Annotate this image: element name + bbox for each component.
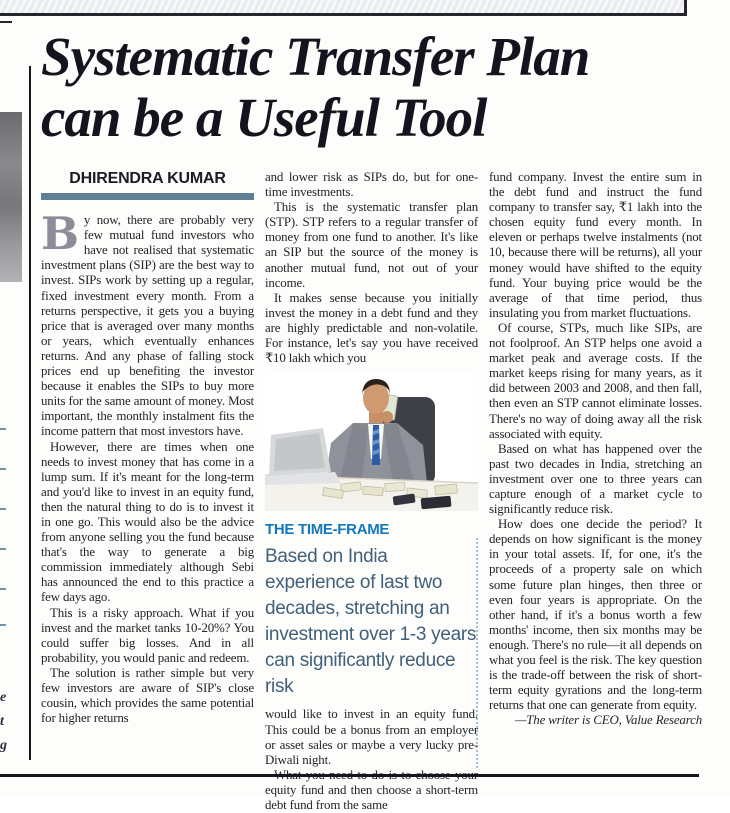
body-paragraph: would like to invest in an equity fund. This could be a bonus from an employer or asset sales or maybe a very lucky pre-Diwali night. <box>265 707 478 767</box>
businessman-photo-illustration <box>265 371 478 511</box>
kicker-time-frame: THE TIME-FRAME <box>265 521 390 539</box>
body-paragraph: Based on what has happened over the past two decades in India, stretching an investment over one to three years can capture enough of a market cycle to significantly reduce risk. <box>489 441 702 517</box>
article <box>41 16 702 812</box>
headline <box>41 26 702 148</box>
edge-tick <box>0 508 6 510</box>
column-divider-rule <box>29 66 31 760</box>
body-paragraph: It makes sense because you initially invest the money in a debt fund and they are highly predictable and non-volatile. For instance, let's say you have received ₹10 lakh which you <box>265 290 478 366</box>
byline-rule <box>41 193 254 200</box>
edge-tick <box>0 588 6 590</box>
page-top-edge-band <box>0 0 687 16</box>
column-3 <box>489 170 702 770</box>
edge-fragment-letter: g <box>0 738 7 753</box>
byline: DHIRENDRA KUMAR <box>69 170 226 187</box>
drop-cap: B <box>41 207 79 261</box>
column-1 <box>41 170 254 770</box>
edge-tick <box>0 428 6 430</box>
body-paragraph: This is the systematic transfer plan (STP). STP refers to a regular transfer of money from one fund to another. It's like an SIP but the source of the money is another mutual fund, not out of your income. <box>265 200 478 290</box>
edge-tick <box>0 548 6 550</box>
bottom-rule <box>0 774 699 777</box>
pull-quote: Based on India experience of last two decades, stretching an investment over 1-3 years can significantly reduce risk <box>265 546 477 698</box>
edge-tick <box>0 624 6 626</box>
article-photo <box>265 371 478 515</box>
edge-fragment-letter: e <box>0 690 7 705</box>
body-paragraph: How does one decide the period? It depends on how significant is the money in your total assets. If, for one, it's the proceeds of a property sale on which some future plan hinges, then three or even four years is appropriate. On the other hand, if it's a bonus worth a few months' income, then six months may be enough. There's no rule—it all depends on what you feel is the risk. The key question is the trade-off between the risk of short-term equity gyrations and the long-term returns that one can generate from equity. <box>489 517 702 713</box>
body-paragraph: and lower risk as SIPs do, but for one-time investments. <box>265 170 478 200</box>
body-paragraph: equity fund and then choose a short-term debt fund from the same <box>265 782 478 812</box>
body-paragraph: This is a risky approach. What if you invest and the market tanks 10-20%? You could suffer big losses. And in all probability, you would panic and redeem. <box>41 605 254 665</box>
body-paragraph: fund company. Invest the entire sum in the debt fund and instruct the fund company to transfer say, ₹1 lakh into the chosen equity fund every month. In eleven or perhaps twelve instalments (not 10, because there will be returns), all your money would have shifted to the equity fund. Your buying price would be the average of that time period, thus insulating you from market fluctuations. <box>489 170 702 320</box>
edge-tick <box>0 468 6 470</box>
body-paragraph <box>41 207 254 439</box>
headline-line-2: can be a Useful Tool <box>41 87 487 148</box>
body-paragraph: Of course, STPs, much like SIPs, are not foolproof. An STP helps one avoid a market peak and average costs. If the market keeps rising for many years, as it did between 2003 and 2008, and then fall, then even an STP cannot eliminate losses. There's no way of doing away all the risk associated with equity. <box>489 320 702 441</box>
paragraph-text: y now, there are probably very few mutual fund investors who have not realised that systematic investment plans (SIP) are the best way to invest. SIPs work by setting up a regular, fixed investment every month. From a returns perspective, it gets you a buying price that is averaged over many months or years, which eventually enhances returns. And any phase of falling stock prices end up benefiting the investor because it enables the SIPs to buy more units for the same amount of money. Most important, the monthly instalment fits the income pattern that most investors have. <box>41 213 254 439</box>
adjacent-photo-fragment <box>0 112 22 282</box>
adjacent-text-fragments <box>0 686 12 758</box>
headline-line-1: Systematic Transfer Plan <box>41 26 590 87</box>
article-columns <box>41 170 702 812</box>
column-2 <box>265 170 478 812</box>
edge-fragment-letter: t <box>0 714 4 729</box>
body-paragraph: However, there are times when one needs to invest money that has come in a lump sum. If it's meant for the long-term and you'd like to invest in an equity fund, then the natural thing to do is to invest it in one go. This would also be the advice from anyone selling you the fund because that's the way to generate a big commission immediately although Sebi has announced the end to this practice a few days ago. <box>41 439 254 605</box>
author-signoff: —The writer is CEO, Value Research <box>514 713 702 728</box>
body-paragraph: The solution is rather simple but very few investors are aware of SIP's close cousin, which provides the same potential for higher returns <box>41 665 254 726</box>
adjacent-frame-dash <box>0 21 12 23</box>
